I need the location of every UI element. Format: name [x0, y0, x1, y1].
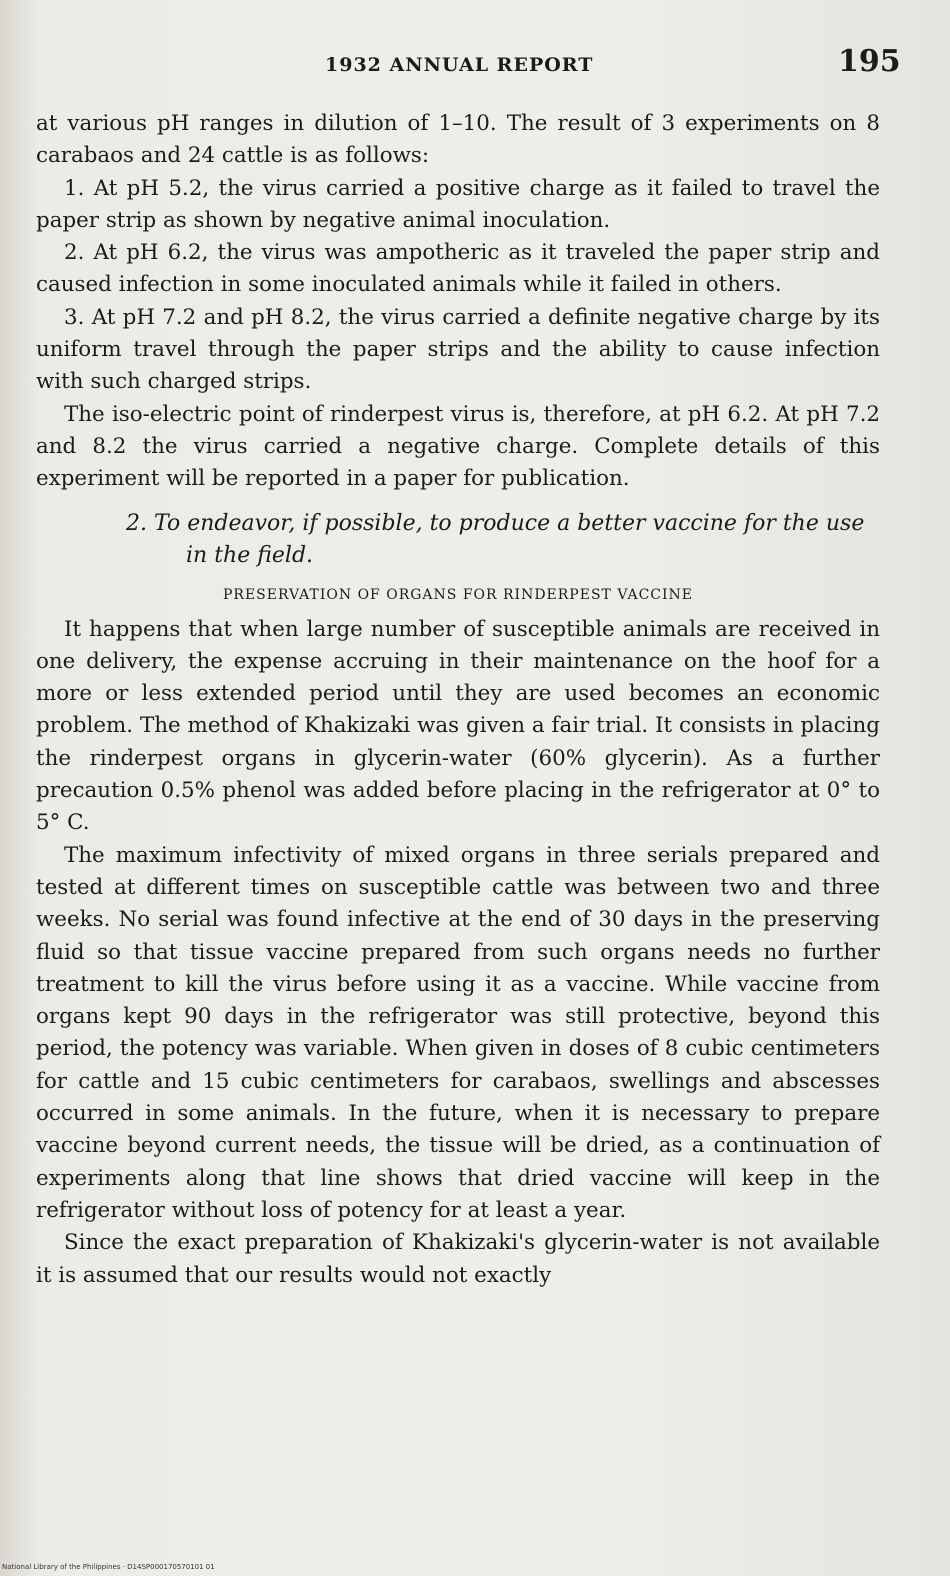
result-item-2: 2. At pH 6.2, the virus was ampotheric as it traveled the paper strip and caused infection in some inoculated animals while it failed in others.	[36, 240, 880, 298]
section-paragraph: The maximum infectivity of mixed organs in three serials prepared and tested at different times on susceptible cattle was between two and three weeks. No serial was found infective at the end of 30 days in the preserving fluid so that tissue vaccine prepared from such organs needs no further treatment to kill the virus before using it as a vaccine. While vaccine from organs kept 90 days in the refrigerator was still protective, beyond this period, the potency was variable. When given in doses of 8 cubic centimeters for cattle and 15 cubic centimeters for carabaos, swellings and abscesses occurred in some animals. In the future, when it is necessary to prepare vaccine beyond current needs, the tissue will be dried, as a continuation of experiments along that line shows that dried vaccine will keep in the refrigerator without loss of potency for at least a year.	[36, 842, 880, 1223]
result-item-3: 3. At pH 7.2 and pH 8.2, the virus carried a definite negative charge by its uniform travel through the paper strips and the ability to cause infection with such charged strips.	[36, 304, 880, 395]
conclusion-paragraph: The iso-electric point of rinderpest virus is, therefore, at pH 6.2. At pH 7.2 and 8.2 the virus carried a negative charge. Complete details of this experiment will be reported in a paper for publication.	[36, 401, 880, 492]
page-header	[0, 44, 950, 94]
section-paragraph: Since the exact preparation of Khakizaki's glycerin-water is not available it is assumed that our results would not exactly	[36, 1230, 880, 1288]
body-text	[36, 108, 880, 1292]
section-title: PRESERVATION OF ORGANS FOR RINDERPEST VACCINE	[222, 586, 694, 603]
objective-heading: 2. To endeavor, if possible, to produce a better vaccine for the use in the field.	[126, 510, 865, 568]
section-paragraph: It happens that when large number of susceptible animals are received in one delivery, the expense accruing in their maintenance on the hoof for a more or less extended period until they are used becomes an economic problem. The method of Khakizaki was given a fair trial. It consists in placing the rinderpest organs in glycerin-water (60% glycerin). As a further precaution 0.5% phenol was added before placing in the refrigerator at 0° to 5° C.	[36, 616, 880, 836]
running-head: 1932 ANNUAL REPORT	[325, 54, 594, 76]
result-item-1: 1. At pH 5.2, the virus carried a positive charge as it failed to travel the paper strip as shown by negative animal inoculation.	[36, 175, 880, 233]
paragraph-continuation: at various pH ranges in dilution of 1–10. The result of 3 experiments on 8 carabaos and 24 cattle is as follows:	[36, 111, 880, 169]
page-number: 195	[838, 44, 901, 79]
library-footer: National Library of the Philippines · D14SP000170570101 01	[2, 1563, 215, 1571]
